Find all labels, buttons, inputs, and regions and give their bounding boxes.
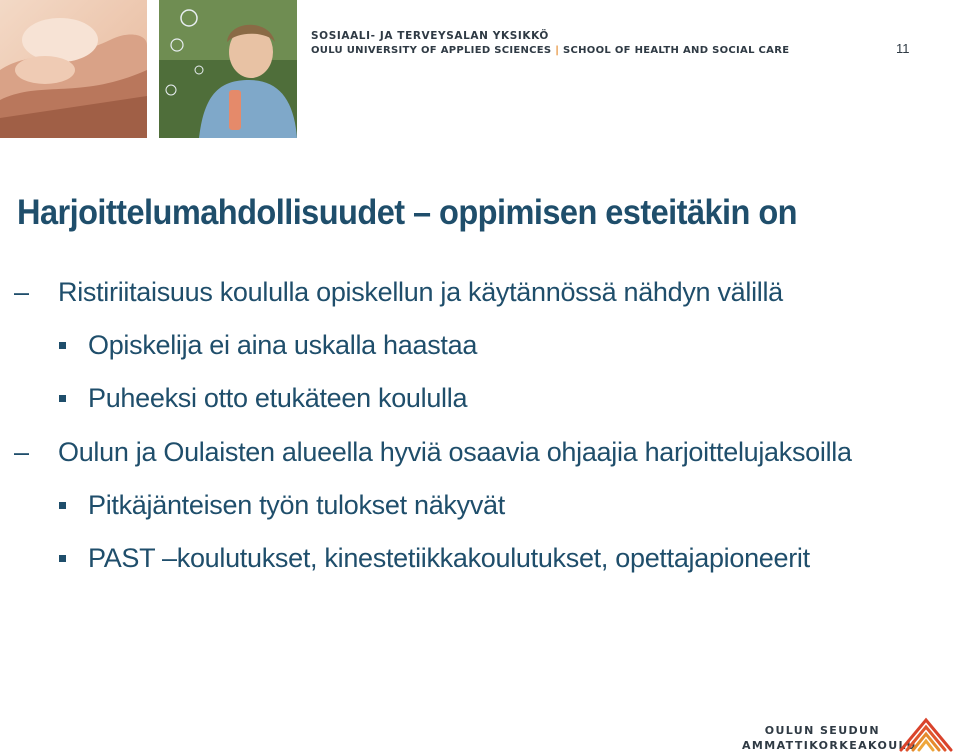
logo-line2: AMMATTIKORKEAKOULU [742,739,917,752]
boy-blowing-bubbles-photo [159,0,297,138]
square-bullet-icon [59,395,66,402]
square-bullet-icon [59,342,66,349]
bullet-item [14,277,783,308]
sub-bullet-text: Opiskelija ei aina uskalla haastaa [88,330,478,360]
sub-bullet-item [88,383,467,414]
dash-marker: – [14,277,29,307]
sub-bullet-item [88,543,810,574]
square-bullet-icon [59,502,66,509]
slide-title: Harjoittelumahdollisuudet – oppimisen esteitäkin on [17,193,797,232]
org-school-line [311,45,789,56]
org-separator: | [555,45,560,56]
sub-bullet-text: PAST –koulutukset, kinestetiikkakoulutukset, opettajapioneerit [88,543,810,573]
org-unit-name: SOSIAALI- JA TERVEYSALAN YKSIKKÖ [311,30,549,42]
bullet-item [14,437,852,468]
bullet-text: Oulun ja Oulaisten alueella hyviä osaavia ohjaajia harjoittelujaksoilla [58,437,852,467]
footer-logo-text [742,723,917,753]
square-bullet-icon [59,555,66,562]
oamk-logo-icon [895,712,957,752]
baby-hand-photo [0,0,147,138]
logo-line1: OULUN SEUDUN [764,724,880,737]
org-school-name: SCHOOL OF HEALTH AND SOCIAL CARE [562,45,790,56]
dash-marker: – [14,437,29,467]
sub-bullet-item [88,490,505,521]
slide-number: 11 [896,41,910,56]
bullet-text: Ristiriitaisuus koululla opiskellun ja käytännössä nähdyn välillä [58,277,783,307]
boy-bubbles-image [159,0,297,138]
sub-bullet-text: Puheeksi otto etukäteen koululla [88,383,468,413]
sub-bullet-text: Pitkäjänteisen työn tulokset näkyvät [88,490,505,520]
baby-hand-image [0,0,147,138]
sub-bullet-item [88,330,477,361]
org-university-name: OULU UNIVERSITY OF APPLIED SCIENCES [311,45,552,56]
